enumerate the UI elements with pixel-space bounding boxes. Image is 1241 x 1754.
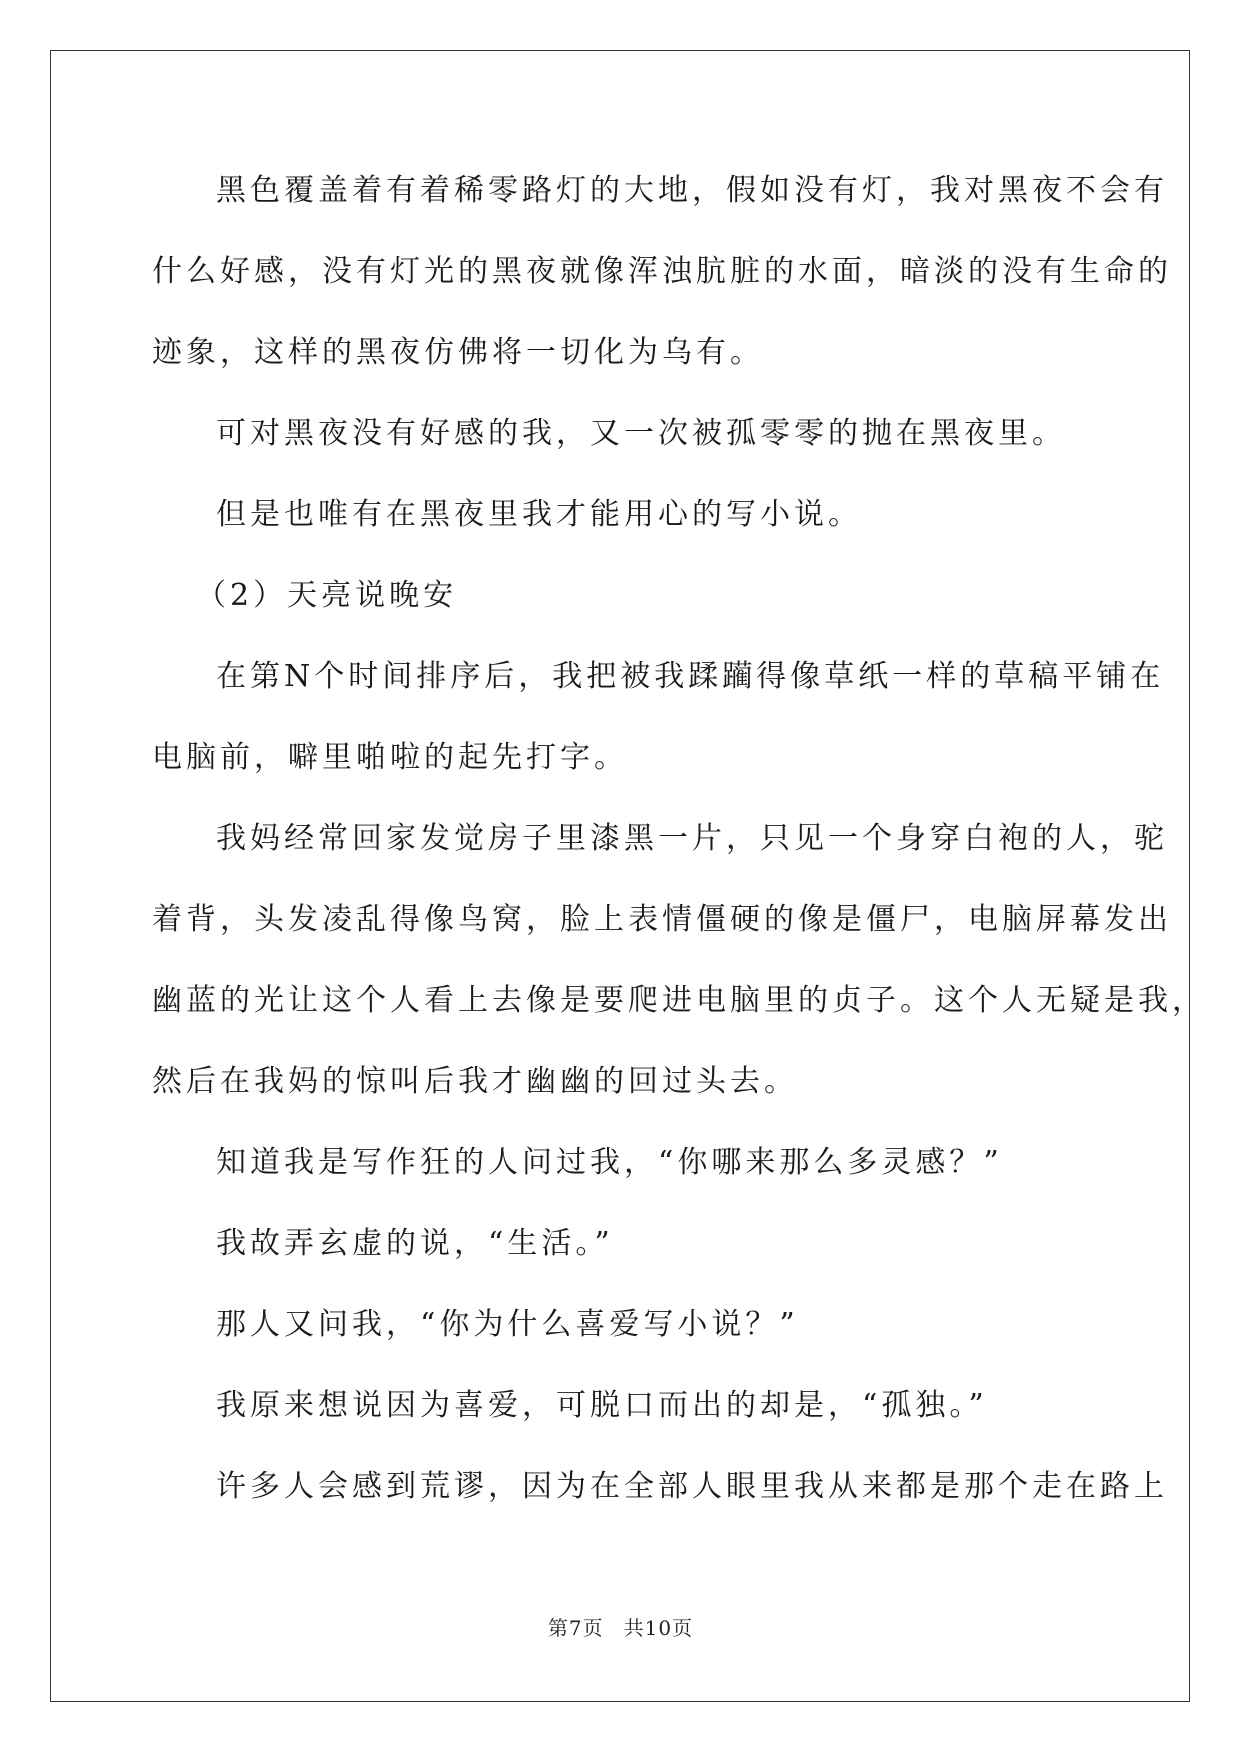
- document-body: [152, 150, 1206, 1527]
- paragraph-line: 在第N个时间排序后，我把被我蹂躏得像草纸一样的草稿平铺在: [216, 659, 1165, 694]
- paragraph-line: 幽蓝的光让这个人看上去像是要爬进电脑里的贞子。这个人无疑是我，: [152, 983, 1206, 1018]
- paragraph-line: 什么好感，没有灯光的黑夜就像浑浊肮脏的水面，暗淡的没有生命的: [152, 254, 1172, 289]
- paragraph-line: 可对黑夜没有好感的我，又一次被孤零零的抛在黑夜里。: [216, 416, 1066, 451]
- paragraph-line: 知道我是写作狂的人问过我，“你哪来那么多灵感？”: [216, 1145, 1003, 1180]
- page-footer: [0, 1612, 1241, 1641]
- paragraph-line: 但是也唯有在黑夜里我才能用心的写小说。: [216, 497, 862, 532]
- paragraph-line: 许多人会感到荒谬，因为在全部人眼里我从来都是那个走在路上: [216, 1469, 1168, 1504]
- paragraph-line: 我故弄玄虚的说，“生活。”: [216, 1226, 614, 1261]
- paragraph-line: 我妈经常回家发觉房子里漆黑一片，只见一个身穿白袍的人，驼: [216, 821, 1168, 856]
- page-total: 共10页: [623, 1616, 694, 1640]
- section-heading: （2）天亮说晚安: [196, 578, 458, 613]
- paragraph-line: 那人又问我，“你为什么喜爱写小说？”: [216, 1307, 799, 1342]
- paragraph-line: 迹象，这样的黑夜仿佛将一切化为乌有。: [152, 335, 764, 370]
- paragraph-line: 然后在我妈的惊叫后我才幽幽的回过头去。: [152, 1064, 798, 1099]
- page-number: 第7页: [547, 1616, 604, 1640]
- paragraph-line: 电脑前，噼里啪啦的起先打字。: [152, 740, 628, 775]
- paragraph-line: 我原来想说因为喜爱，可脱口而出的却是，“孤独。”: [216, 1388, 988, 1423]
- paragraph-line: 黑色覆盖着有着稀零路灯的大地，假如没有灯，我对黑夜不会有: [216, 173, 1168, 208]
- paragraph-line: 着背，头发凌乱得像鸟窝，脸上表情僵硬的像是僵尸，电脑屏幕发出: [152, 902, 1172, 937]
